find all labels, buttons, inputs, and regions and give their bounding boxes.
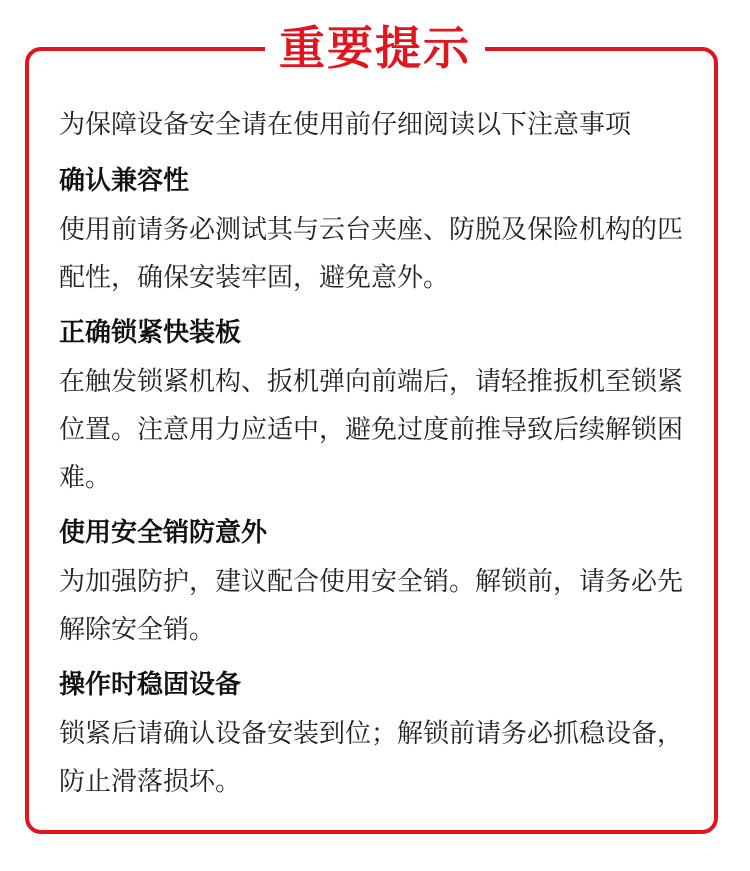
section-compatibility [59,158,699,302]
section-heading: 使用安全销防意外 [59,518,268,548]
section-secure-device [59,662,699,806]
notice-content [59,102,699,814]
section-heading: 正确锁紧快装板 [59,318,242,348]
title-wrap [0,18,750,78]
section-body: 锁紧后请确认设备安装到位；解锁前请务必抓稳设备，防止滑落损坏。 [59,719,684,797]
section-safety-pin [59,510,699,654]
section-heading: 确认兼容性 [59,166,190,196]
section-heading: 操作时稳固设备 [59,670,242,700]
section-lock-plate [59,310,699,502]
notice-title: 重要提示 [265,18,485,78]
section-body: 在触发锁紧机构、扳机弹向前端后，请轻推扳机至锁紧位置。注意用力应适中，避免过度前推导致后续解锁困难。 [59,367,684,493]
intro-text: 为保障设备安全请在使用前仔细阅读以下注意事项 [59,110,632,140]
section-body: 使用前请务必测试其与云台夹座、防脱及保险机构的匹配性，确保安装牢固，避免意外。 [59,215,684,293]
section-body: 为加强防护，建议配合使用安全销。解锁前，请务必先解除安全销。 [59,567,684,645]
